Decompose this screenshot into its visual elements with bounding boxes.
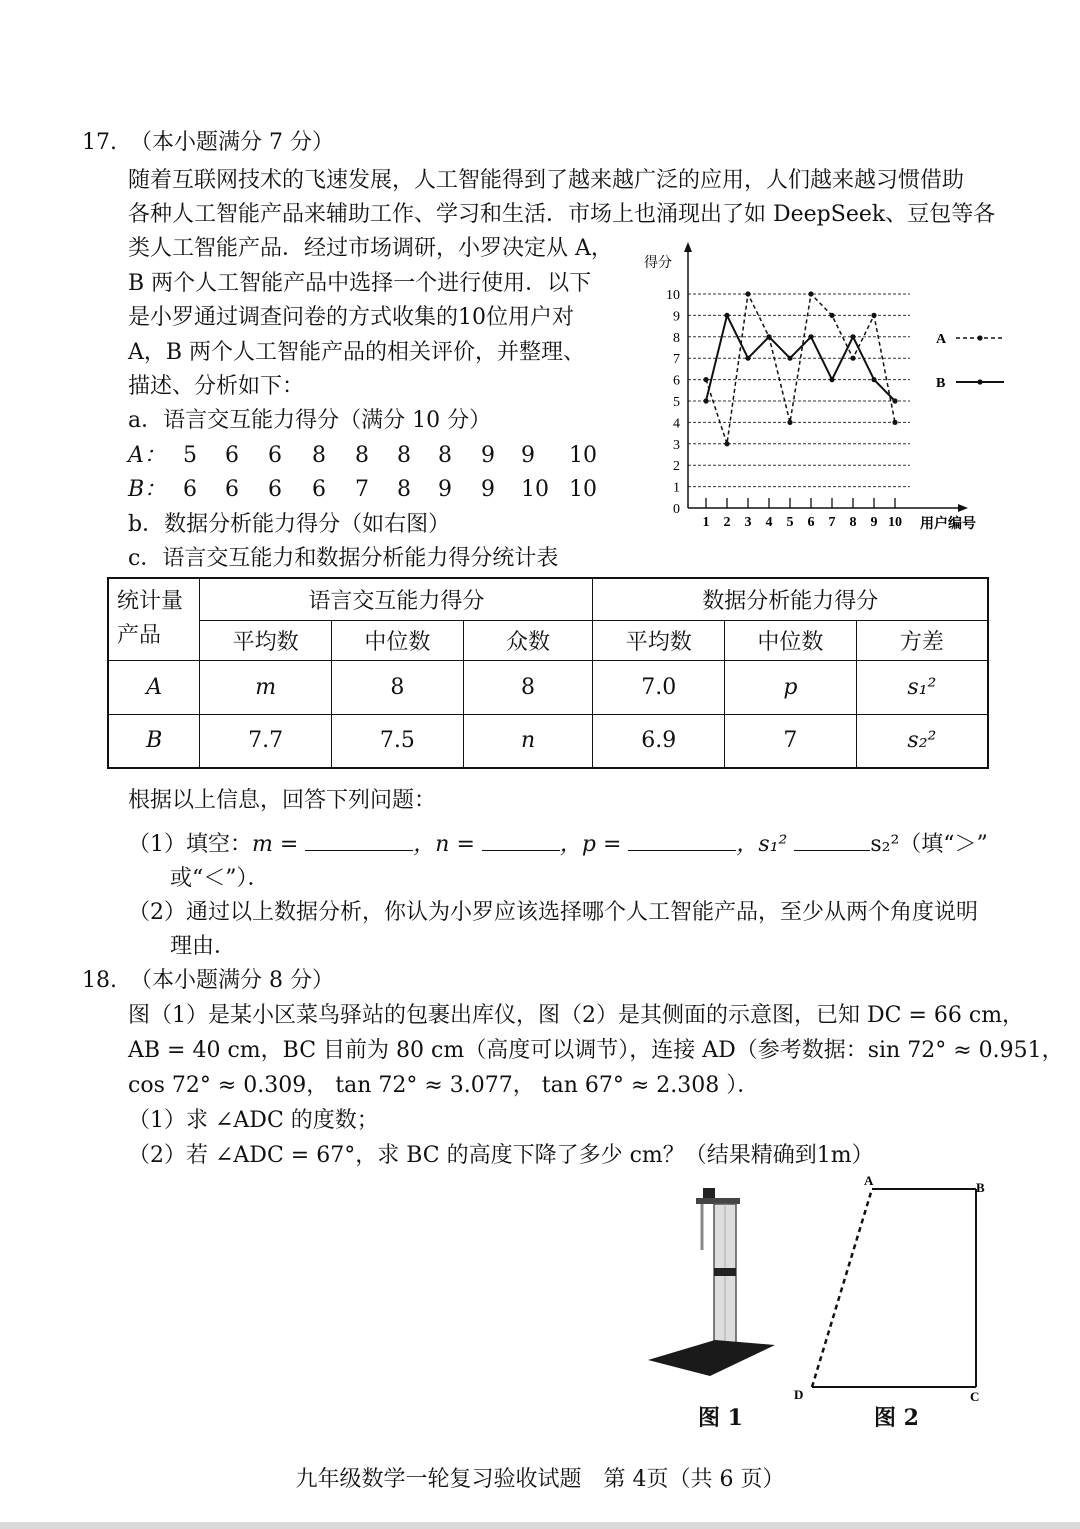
score-value: 8 <box>355 443 369 468</box>
y-tick-label: 5 <box>673 395 680 410</box>
table-cell: 7.5 <box>332 714 464 768</box>
series-point-B <box>829 377 834 382</box>
y-tick-label: 4 <box>673 416 680 432</box>
table-subheader: 方差 <box>856 620 988 660</box>
parcel-device-figure <box>640 1180 790 1390</box>
questions-intro: 根据以上信息，回答下列问题： <box>128 788 437 813</box>
score-value: 10 <box>569 443 597 468</box>
x-tick-label: 5 <box>786 515 794 530</box>
score-value: 8 <box>438 443 452 468</box>
q18-line1: 图（1）是某小区菜鸟驿站的包裹出库仪，图（2）是其侧面的示意图，已知 DC = 66 cm， <box>128 1003 1025 1028</box>
row-b-label: B： <box>128 477 167 502</box>
fig1-caption: 图 1 <box>698 1405 743 1431</box>
table-cell: 7.0 <box>593 660 725 714</box>
score-value: 8 <box>397 477 411 502</box>
series-point-A <box>724 441 729 446</box>
score-value: 6 <box>268 477 282 502</box>
label-b: B <box>976 1180 985 1195</box>
y-tick-label: 7 <box>673 352 680 368</box>
series-point-A <box>850 356 855 361</box>
segment-ad <box>812 1189 872 1387</box>
score-value: 7 <box>355 477 369 502</box>
q17-intro-line3: 类人工智能产品．经过市场调研，小罗决定从 A， <box>128 236 613 261</box>
schematic-figure <box>790 1175 1000 1405</box>
q1-line2: 或“＜”）． <box>170 866 270 891</box>
table-cell: p <box>725 660 857 714</box>
q1-s1-label: ，s₁² <box>736 832 788 857</box>
q1-m-label: m = <box>252 832 299 857</box>
x-tick-label: 1 <box>702 515 710 530</box>
score-value: 8 <box>312 443 326 468</box>
item-a-title: a．语言交互能力得分（满分 10 分） <box>128 408 492 433</box>
series-point-B <box>724 313 729 318</box>
y-tick-label: 9 <box>673 309 680 325</box>
q17-intro-line7: 描述、分析如下： <box>128 374 305 399</box>
x-axis-label: 用户编号 <box>920 516 976 532</box>
label-a: A <box>864 1175 874 1188</box>
q17-intro-line6: A，B 两个人工智能产品的相关评价，并整理、 <box>128 340 586 365</box>
series-point-A <box>703 377 708 382</box>
score-value: 9 <box>481 477 495 502</box>
score-value: 5 <box>183 443 197 468</box>
series-point-B <box>787 356 792 361</box>
table-cell: 6.9 <box>593 714 725 768</box>
y-axis-arrow <box>684 242 692 252</box>
x-tick-label: 4 <box>765 515 773 530</box>
score-value: 6 <box>183 477 197 502</box>
table-subheader: 众数 <box>463 620 593 660</box>
label-c: C <box>970 1389 980 1404</box>
y-tick-label: 6 <box>673 373 680 389</box>
table-subheader: 中位数 <box>332 620 464 660</box>
q18-sub1: （1）求 ∠ADC 的度数； <box>128 1108 379 1133</box>
y-tick-label: 10 <box>666 288 680 303</box>
table-cell: m <box>200 660 332 714</box>
y-axis-label: 得分 <box>644 255 672 271</box>
row-a-label: A： <box>128 443 166 468</box>
series-line-A <box>706 294 895 444</box>
score-value: 8 <box>397 443 411 468</box>
fig2-caption: 图 2 <box>874 1405 919 1431</box>
series-point-B <box>703 398 708 403</box>
score-value: 9 <box>521 443 535 468</box>
table-group-language: 语言交互能力得分 <box>200 578 593 620</box>
blank-n <box>482 828 560 851</box>
x-tick-label: 2 <box>723 515 731 530</box>
score-value: 10 <box>521 477 549 502</box>
q2-line1: （2）通过以上数据分析，你认为小罗应该选择哪个人工智能产品，至少从两个角度说明 <box>128 900 978 925</box>
y-tick-label: 8 <box>673 330 680 346</box>
series-point-B <box>766 334 771 339</box>
series-point-A <box>745 291 750 296</box>
q17-intro-line4: B 两个人工智能产品中选择一个进行使用．以下 <box>128 271 592 296</box>
table-cell: s₁² <box>856 660 988 714</box>
series-point-B <box>745 356 750 361</box>
table-row-label: B <box>108 714 200 768</box>
q1-p-label: ，p = <box>559 832 622 857</box>
table-subheader: 平均数 <box>593 620 725 660</box>
q1-prefix: （1）填空： <box>128 832 252 857</box>
series-point-B <box>808 334 813 339</box>
table-cell: 7 <box>725 714 857 768</box>
table-subheader: 平均数 <box>200 620 332 660</box>
score-value: 6 <box>225 477 239 502</box>
x-tick-label: 9 <box>870 515 878 530</box>
score-value: 6 <box>312 477 326 502</box>
page-bottom-bar <box>0 1522 1080 1529</box>
series-point-B <box>850 334 855 339</box>
table-cell: 8 <box>463 660 593 714</box>
blank-p <box>628 828 736 851</box>
table-cell: s₂² <box>856 714 988 768</box>
blank-m <box>305 828 413 851</box>
q18-number: 18. <box>82 968 117 993</box>
table-cell: n <box>463 714 593 768</box>
x-tick-label: 8 <box>849 515 857 530</box>
legend-label-A: A <box>936 332 947 347</box>
q17-score-note: （本小题满分 7 分） <box>130 130 334 155</box>
page-footer: 九年级数学一轮复习验收试题 第 4页（共 6 页） <box>295 1467 785 1492</box>
table-subheader: 中位数 <box>725 620 857 660</box>
score-value: 6 <box>268 443 282 468</box>
item-c-title: c．语言交互能力和数据分析能力得分统计表 <box>128 546 559 571</box>
table-row <box>108 660 988 714</box>
series-point-A <box>871 313 876 318</box>
q17-intro-line5: 是小罗通过调查问卷的方式收集的10位用户对 <box>128 305 574 330</box>
q18-score-note: （本小题满分 8 分） <box>130 968 334 993</box>
q18-line3: cos 72° ≈ 0.309， tan 72° ≈ 3.077， tan 67° ≈ 2.308 ）． <box>128 1073 760 1098</box>
table-corner-top: 统计量 <box>117 589 184 615</box>
x-tick-label: 3 <box>744 515 752 530</box>
x-tick-label: 7 <box>828 515 836 530</box>
score-value: 9 <box>438 477 452 502</box>
y-tick-label: 1 <box>673 480 680 496</box>
q17-number: 17. <box>82 130 117 155</box>
score-value: 10 <box>569 477 597 502</box>
series-point-A <box>808 291 813 296</box>
series-point-B <box>871 377 876 382</box>
y-tick-label: 2 <box>673 459 680 475</box>
series-point-B <box>892 398 897 403</box>
x-tick-label: 10 <box>888 515 902 530</box>
score-line-chart <box>640 240 1010 540</box>
q17-intro-line2: 各种人工智能产品来辅助工作、学习和生活．市场上也涌现出了如 DeepSeek、豆包等各 <box>128 202 996 227</box>
blank-compare <box>794 828 870 851</box>
x-axis-arrow <box>958 504 968 512</box>
q17-sub1 <box>128 828 988 860</box>
series-point-A <box>787 420 792 425</box>
legend-marker-B <box>977 379 982 384</box>
y-tick-label: 3 <box>673 437 680 453</box>
stats-table <box>107 577 989 769</box>
x-tick-label: 6 <box>807 515 815 530</box>
q1-n-label: ，n = <box>413 832 475 857</box>
table-row-label: A <box>108 660 200 714</box>
y-tick-label: 0 <box>673 502 680 517</box>
q2-line2: 理由． <box>170 934 237 959</box>
q1-s2-label: s₂²（填“＞” <box>870 832 988 857</box>
table-row <box>108 714 988 768</box>
item-b-title: b．数据分析能力得分（如右图） <box>128 512 451 537</box>
legend-marker-A <box>977 335 982 340</box>
q18-line2: AB = 40 cm，BC 目前为 80 cm（高度可以调节），连接 AD（参考数据：sin 72° ≈ 0.951， <box>128 1038 1064 1063</box>
series-point-A <box>892 420 897 425</box>
table-cell: 7.7 <box>200 714 332 768</box>
score-value: 9 <box>481 443 495 468</box>
label-d: D <box>794 1387 804 1402</box>
series-point-A <box>829 313 834 318</box>
legend-label-B: B <box>936 376 946 391</box>
q18-sub2: （2）若 ∠ADC = 67°，求 BC 的高度下降了多少 cm？（结果精确到1m） <box>128 1143 874 1168</box>
table-corner-bottom: 产品 <box>117 623 162 649</box>
table-cell: 8 <box>332 660 464 714</box>
table-corner-cell <box>108 578 200 660</box>
table-group-data: 数据分析能力得分 <box>593 578 988 620</box>
score-value: 6 <box>225 443 239 468</box>
q17-intro-line1: 随着互联网技术的飞速发展，人工智能得到了越来越广泛的应用，人们越来越习惯借助 <box>128 168 965 193</box>
